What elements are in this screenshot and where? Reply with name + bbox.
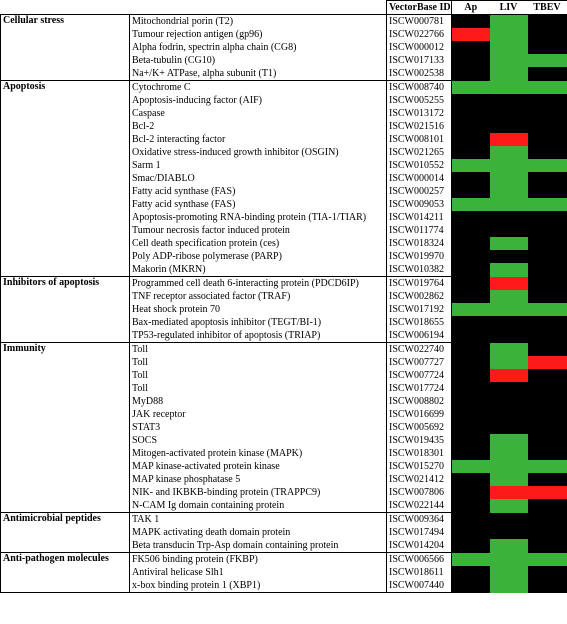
heatmap-cell-tbev bbox=[528, 94, 567, 107]
heatmap-cell-liv bbox=[490, 539, 528, 553]
vectorbase-id: ISCW010382 bbox=[387, 263, 452, 277]
protein-name: TP53-regulated inhibitor of apoptosis (TRIAP) bbox=[130, 329, 387, 343]
vectorbase-id: ISCW017724 bbox=[387, 382, 452, 395]
protein-name: Programmed cell death 6-interacting protein (PDCD6IP) bbox=[130, 277, 387, 291]
heatmap-cell-ap bbox=[452, 54, 490, 67]
protein-name: Beta transducin Trp-Asp domain containing protein bbox=[130, 539, 387, 553]
vectorbase-id: ISCW018324 bbox=[387, 237, 452, 250]
heatmap-cell-liv bbox=[490, 460, 528, 473]
protein-name: Caspase bbox=[130, 107, 387, 120]
heatmap-cell-ap bbox=[452, 159, 490, 172]
vectorbase-id: ISCW007727 bbox=[387, 356, 452, 369]
heatmap-cell-tbev bbox=[528, 41, 567, 54]
heatmap-cell-ap bbox=[452, 67, 490, 81]
vectorbase-id: ISCW002862 bbox=[387, 290, 452, 303]
vectorbase-id: ISCW014211 bbox=[387, 211, 452, 224]
table-row bbox=[1, 277, 567, 291]
protein-name: FK506 binding protein (FKBP) bbox=[130, 553, 387, 567]
heatmap-cell-ap bbox=[452, 107, 490, 120]
heatmap-cell-liv bbox=[490, 473, 528, 486]
heatmap-cell-liv bbox=[490, 369, 528, 382]
heatmap-cell-liv bbox=[490, 54, 528, 67]
protein-name: Fatty acid synthase (FAS) bbox=[130, 185, 387, 198]
heatmap-cell-ap bbox=[452, 408, 490, 421]
vectorbase-id: ISCW018611 bbox=[387, 566, 452, 579]
header-row bbox=[1, 1, 567, 15]
heatmap-cell-ap bbox=[452, 263, 490, 277]
heatmap-cell-ap bbox=[452, 185, 490, 198]
heatmap-cell-tbev bbox=[528, 539, 567, 553]
heatmap-cell-liv bbox=[490, 553, 528, 567]
heatmap-cell-ap bbox=[452, 486, 490, 499]
heatmap-cell-liv bbox=[490, 277, 528, 291]
heatmap-cell-ap bbox=[452, 329, 490, 343]
heatmap-cell-liv bbox=[490, 395, 528, 408]
protein-name: STAT3 bbox=[130, 421, 387, 434]
table-body bbox=[1, 15, 567, 593]
heatmap-cell-ap bbox=[452, 250, 490, 263]
heatmap-cell-liv bbox=[490, 146, 528, 159]
heatmap-cell-tbev bbox=[528, 408, 567, 421]
heatmap-cell-liv bbox=[490, 67, 528, 81]
heatmap-cell-ap bbox=[452, 28, 490, 41]
heatmap-cell-liv bbox=[490, 408, 528, 421]
heatmap-cell-liv bbox=[490, 133, 528, 146]
heatmap-cell-tbev bbox=[528, 263, 567, 277]
protein-name: NIK- and IKBKB-binding protein (TRAPPC9) bbox=[130, 486, 387, 499]
protein-name: JAK receptor bbox=[130, 408, 387, 421]
vectorbase-id: ISCW007806 bbox=[387, 486, 452, 499]
heatmap-cell-liv bbox=[490, 94, 528, 107]
protein-name: Toll bbox=[130, 369, 387, 382]
protein-name: Alpha fodrin, spectrin alpha chain (CG8) bbox=[130, 41, 387, 54]
heatmap-cell-tbev bbox=[528, 133, 567, 146]
protein-name: TAK 1 bbox=[130, 513, 387, 527]
vectorbase-id: ISCW022144 bbox=[387, 499, 452, 513]
vectorbase-id: ISCW013172 bbox=[387, 107, 452, 120]
vectorbase-id: ISCW000781 bbox=[387, 15, 452, 29]
protein-name: Apoptosis-promoting RNA-binding protein (TIA-1/TIAR) bbox=[130, 211, 387, 224]
heatmap-cell-liv bbox=[490, 107, 528, 120]
heatmap-cell-liv bbox=[490, 382, 528, 395]
heatmap-cell-tbev bbox=[528, 107, 567, 120]
heatmap-cell-ap bbox=[452, 473, 490, 486]
heatmap-cell-ap bbox=[452, 290, 490, 303]
protein-name: Oxidative stress-induced growth inhibitor (OSGIN) bbox=[130, 146, 387, 159]
protein-name: Heat shock protein 70 bbox=[130, 303, 387, 316]
heatmap-cell-tbev bbox=[528, 81, 567, 95]
heatmap-cell-tbev bbox=[528, 211, 567, 224]
heatmap-cell-tbev bbox=[528, 473, 567, 486]
heatmap-cell-tbev bbox=[528, 499, 567, 513]
vectorbase-id: ISCW002538 bbox=[387, 67, 452, 81]
heatmap-cell-liv bbox=[490, 28, 528, 41]
heatmap-cell-ap bbox=[452, 224, 490, 237]
heatmap-cell-tbev bbox=[528, 526, 567, 539]
heatmap-cell-tbev bbox=[528, 54, 567, 67]
heatmap-cell-tbev bbox=[528, 566, 567, 579]
heatmap-cell-liv bbox=[490, 237, 528, 250]
protein-name: MAP kinase phosphatase 5 bbox=[130, 473, 387, 486]
heatmap-cell-tbev bbox=[528, 553, 567, 567]
heatmap-cell-ap bbox=[452, 81, 490, 95]
heatmap-cell-liv bbox=[490, 329, 528, 343]
heatmap-cell-liv bbox=[490, 15, 528, 29]
heatmap-cell-liv bbox=[490, 172, 528, 185]
heatmap-cell-ap bbox=[452, 566, 490, 579]
protein-name: Toll bbox=[130, 382, 387, 395]
heatmap-cell-liv bbox=[490, 159, 528, 172]
heatmap-cell-tbev bbox=[528, 250, 567, 263]
heatmap-cell-ap bbox=[452, 172, 490, 185]
protein-name: Cell death specification protein (ces) bbox=[130, 237, 387, 250]
vectorbase-id: ISCW018301 bbox=[387, 447, 452, 460]
vectorbase-id: ISCW009053 bbox=[387, 198, 452, 211]
heatmap-cell-tbev bbox=[528, 185, 567, 198]
heatmap-cell-liv bbox=[490, 263, 528, 277]
table-row bbox=[1, 513, 567, 527]
protein-name: Bax-mediated apoptosis inhibitor (TEGT/BI-1) bbox=[130, 316, 387, 329]
heatmap-cell-liv bbox=[490, 434, 528, 447]
heatmap-cell-ap bbox=[452, 513, 490, 527]
heatmap-cell-tbev bbox=[528, 434, 567, 447]
vectorbase-id: ISCW005255 bbox=[387, 94, 452, 107]
heatmap-cell-tbev bbox=[528, 198, 567, 211]
protein-name: Smac/DIABLO bbox=[130, 172, 387, 185]
vectorbase-id: ISCW006566 bbox=[387, 553, 452, 567]
vectorbase-id: ISCW010552 bbox=[387, 159, 452, 172]
heatmap-cell-liv bbox=[490, 343, 528, 357]
heatmap-cell-tbev bbox=[528, 329, 567, 343]
heatmap-cell-tbev bbox=[528, 382, 567, 395]
vectorbase-id: ISCW019970 bbox=[387, 250, 452, 263]
category-label: Antimicrobial peptides bbox=[1, 513, 130, 553]
vectorbase-id: ISCW008101 bbox=[387, 133, 452, 146]
heatmap-cell-tbev bbox=[528, 343, 567, 357]
header-ap: Ap bbox=[452, 1, 490, 15]
heatmap-cell-ap bbox=[452, 382, 490, 395]
vectorbase-id: ISCW008802 bbox=[387, 395, 452, 408]
vectorbase-id: ISCW011774 bbox=[387, 224, 452, 237]
protein-name: Apoptosis-inducing factor (AIF) bbox=[130, 94, 387, 107]
heatmap-cell-ap bbox=[452, 356, 490, 369]
heatmap-cell-tbev bbox=[528, 67, 567, 81]
heatmap-cell-ap bbox=[452, 526, 490, 539]
heatmap-cell-liv bbox=[490, 421, 528, 434]
heatmap-cell-ap bbox=[452, 579, 490, 593]
vectorbase-id: ISCW000014 bbox=[387, 172, 452, 185]
heatmap-cell-tbev bbox=[528, 421, 567, 434]
heatmap-cell-liv bbox=[490, 486, 528, 499]
vectorbase-id: ISCW000257 bbox=[387, 185, 452, 198]
heatmap-cell-liv bbox=[490, 81, 528, 95]
vectorbase-id: ISCW022740 bbox=[387, 343, 452, 357]
heatmap-cell-liv bbox=[490, 224, 528, 237]
heatmap-cell-ap bbox=[452, 421, 490, 434]
heatmap-cell-ap bbox=[452, 447, 490, 460]
table-row bbox=[1, 553, 567, 567]
category-label: Apoptosis bbox=[1, 81, 130, 277]
protein-name: Toll bbox=[130, 356, 387, 369]
heatmap-cell-tbev bbox=[528, 15, 567, 29]
protein-name: Toll bbox=[130, 343, 387, 357]
vectorbase-id: ISCW016699 bbox=[387, 408, 452, 421]
vectorbase-id: ISCW018655 bbox=[387, 316, 452, 329]
heatmap-cell-liv bbox=[490, 499, 528, 513]
category-label: Anti-pathogen molecules bbox=[1, 553, 130, 593]
vectorbase-id: ISCW014204 bbox=[387, 539, 452, 553]
protein-name: Mitochondrial porin (T2) bbox=[130, 15, 387, 29]
vectorbase-id: ISCW000012 bbox=[387, 41, 452, 54]
heatmap-cell-tbev bbox=[528, 28, 567, 41]
heatmap-cell-tbev bbox=[528, 460, 567, 473]
heatmap-cell-ap bbox=[452, 316, 490, 329]
heatmap-cell-tbev bbox=[528, 159, 567, 172]
protein-name: Tumour rejection antigen (gp96) bbox=[130, 28, 387, 41]
heatmap-cell-ap bbox=[452, 277, 490, 291]
heatmap-cell-ap bbox=[452, 303, 490, 316]
heatmap-cell-ap bbox=[452, 133, 490, 146]
header-blank bbox=[1, 1, 130, 15]
protein-name: N-CAM Ig domain containing protein bbox=[130, 499, 387, 513]
heatmap-cell-ap bbox=[452, 94, 490, 107]
heatmap-cell-ap bbox=[452, 146, 490, 159]
vectorbase-id: ISCW017494 bbox=[387, 526, 452, 539]
heatmap-cell-liv bbox=[490, 579, 528, 593]
vectorbase-id: ISCW005692 bbox=[387, 421, 452, 434]
protein-name: Antiviral helicase Slh1 bbox=[130, 566, 387, 579]
heatmap-cell-ap bbox=[452, 553, 490, 567]
heatmap-cell-ap bbox=[452, 237, 490, 250]
vectorbase-id: ISCW021412 bbox=[387, 473, 452, 486]
heatmap-cell-ap bbox=[452, 211, 490, 224]
protein-name: x-box binding protein 1 (XBP1) bbox=[130, 579, 387, 593]
heatmap-cell-liv bbox=[490, 526, 528, 539]
heatmap-cell-tbev bbox=[528, 356, 567, 369]
heatmap-cell-tbev bbox=[528, 224, 567, 237]
heatmap-cell-liv bbox=[490, 41, 528, 54]
heatmap-cell-ap bbox=[452, 15, 490, 29]
protein-name: SOCS bbox=[130, 434, 387, 447]
heatmap-cell-liv bbox=[490, 356, 528, 369]
heatmap-cell-ap bbox=[452, 460, 490, 473]
protein-name: Fatty acid synthase (FAS) bbox=[130, 198, 387, 211]
header-tbev: TBEV bbox=[528, 1, 567, 15]
heatmap-cell-liv bbox=[490, 290, 528, 303]
protein-name: MAPK activating death domain protein bbox=[130, 526, 387, 539]
vectorbase-id: ISCW017133 bbox=[387, 54, 452, 67]
heatmap-cell-liv bbox=[490, 316, 528, 329]
heatmap-cell-liv bbox=[490, 211, 528, 224]
protein-name: MyD88 bbox=[130, 395, 387, 408]
heatmap-cell-ap bbox=[452, 198, 490, 211]
protein-name: Poly ADP-ribose polymerase (PARP) bbox=[130, 250, 387, 263]
header-vectorbase-id: VectorBase ID bbox=[387, 1, 452, 15]
protein-name: Bcl-2 interacting factor bbox=[130, 133, 387, 146]
heatmap-cell-tbev bbox=[528, 237, 567, 250]
category-label: Cellular stress bbox=[1, 15, 130, 81]
header-blank bbox=[130, 1, 387, 15]
heatmap-cell-tbev bbox=[528, 369, 567, 382]
protein-name: Makorin (MKRN) bbox=[130, 263, 387, 277]
table-row bbox=[1, 343, 567, 357]
heatmap-cell-ap bbox=[452, 120, 490, 133]
heatmap-cell-tbev bbox=[528, 447, 567, 460]
table-row bbox=[1, 81, 567, 95]
vectorbase-id: ISCW019435 bbox=[387, 434, 452, 447]
protein-name: Bcl-2 bbox=[130, 120, 387, 133]
heatmap-cell-tbev bbox=[528, 290, 567, 303]
heatmap-cell-tbev bbox=[528, 120, 567, 133]
protein-name: Tumour necrosis factor induced protein bbox=[130, 224, 387, 237]
heatmap-cell-ap bbox=[452, 41, 490, 54]
heatmap-cell-tbev bbox=[528, 277, 567, 291]
vectorbase-id: ISCW015270 bbox=[387, 460, 452, 473]
vectorbase-id: ISCW009364 bbox=[387, 513, 452, 527]
protein-name: Cytochrome C bbox=[130, 81, 387, 95]
vectorbase-id: ISCW017192 bbox=[387, 303, 452, 316]
heatmap-cell-liv bbox=[490, 566, 528, 579]
heatmap-cell-tbev bbox=[528, 146, 567, 159]
heatmap-cell-tbev bbox=[528, 579, 567, 593]
category-label: Immunity bbox=[1, 343, 130, 513]
heatmap-cell-ap bbox=[452, 499, 490, 513]
vectorbase-id: ISCW007440 bbox=[387, 579, 452, 593]
heatmap-cell-tbev bbox=[528, 395, 567, 408]
heatmap-cell-tbev bbox=[528, 172, 567, 185]
vectorbase-id: ISCW022766 bbox=[387, 28, 452, 41]
protein-name: MAP kinase-activated protein kinase bbox=[130, 460, 387, 473]
vectorbase-id: ISCW007724 bbox=[387, 369, 452, 382]
heatmap-cell-liv bbox=[490, 198, 528, 211]
heatmap-cell-tbev bbox=[528, 513, 567, 527]
protein-name: Beta-tubulin (CG10) bbox=[130, 54, 387, 67]
heatmap-cell-tbev bbox=[528, 486, 567, 499]
heatmap-cell-ap bbox=[452, 539, 490, 553]
heatmap-cell-liv bbox=[490, 513, 528, 527]
heatmap-cell-ap bbox=[452, 434, 490, 447]
vectorbase-id: ISCW021516 bbox=[387, 120, 452, 133]
heatmap-cell-liv bbox=[490, 250, 528, 263]
heatmap-cell-liv bbox=[490, 303, 528, 316]
table-row bbox=[1, 15, 567, 29]
protein-name: Sarm 1 bbox=[130, 159, 387, 172]
vectorbase-id: ISCW021265 bbox=[387, 146, 452, 159]
header-liv: LIV bbox=[490, 1, 528, 15]
heatmap-cell-ap bbox=[452, 343, 490, 357]
protein-name: Mitogen-activated protein kinase (MAPK) bbox=[130, 447, 387, 460]
vectorbase-id: ISCW019764 bbox=[387, 277, 452, 291]
vectorbase-id: ISCW006194 bbox=[387, 329, 452, 343]
heatmap-cell-tbev bbox=[528, 303, 567, 316]
heatmap-cell-liv bbox=[490, 185, 528, 198]
heatmap-cell-liv bbox=[490, 120, 528, 133]
heatmap-cell-tbev bbox=[528, 316, 567, 329]
protein-name: TNF receptor associated factor (TRAF) bbox=[130, 290, 387, 303]
vectorbase-id: ISCW008740 bbox=[387, 81, 452, 95]
heatmap-cell-ap bbox=[452, 395, 490, 408]
category-label: Inhibitors of apoptosis bbox=[1, 277, 130, 343]
heatmap-cell-ap bbox=[452, 369, 490, 382]
heatmap-cell-liv bbox=[490, 447, 528, 460]
protein-name: Na+/K+ ATPase, alpha subunit (T1) bbox=[130, 67, 387, 81]
